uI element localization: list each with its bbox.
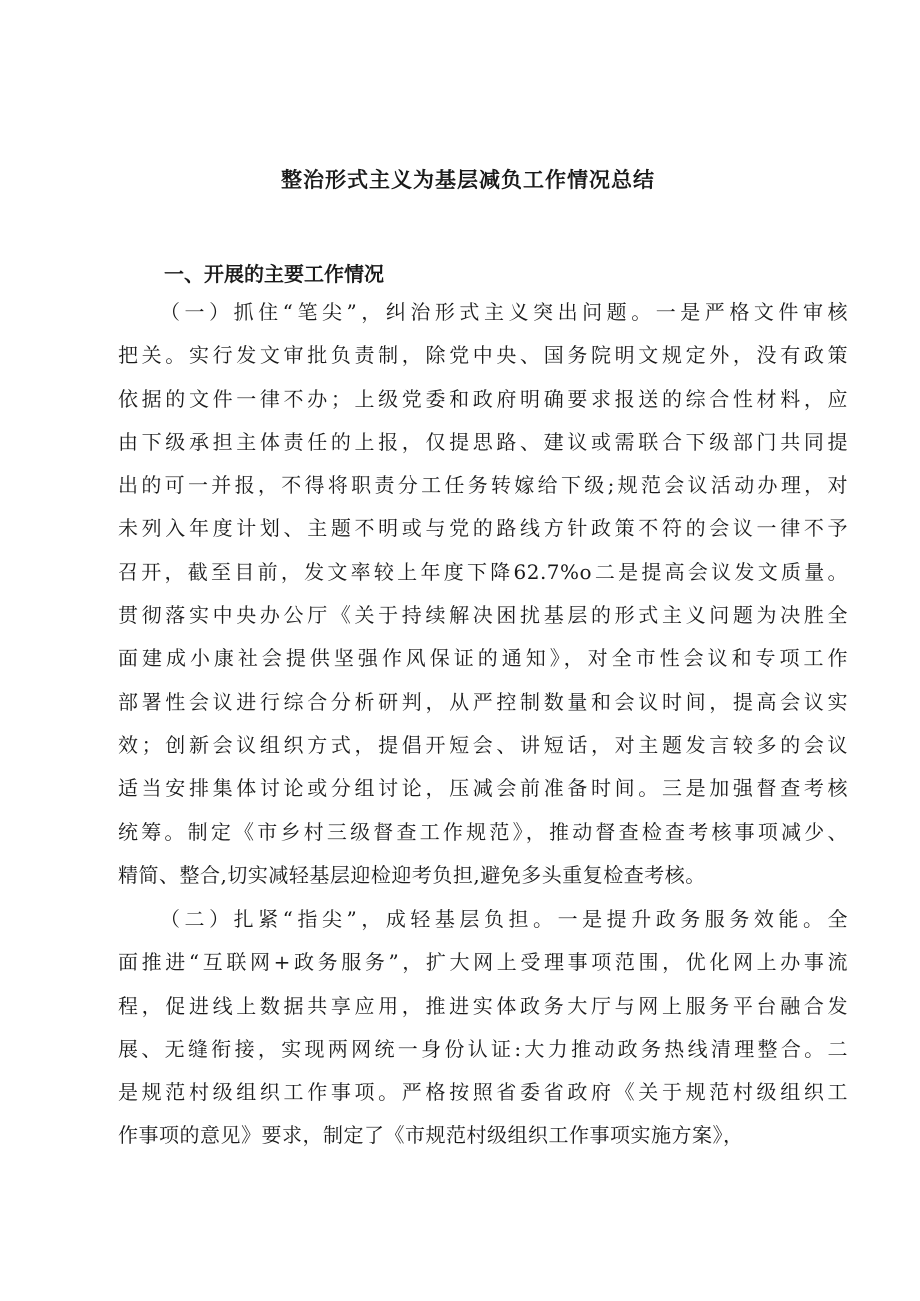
paragraph-line: 面建成小康社会提供坚强作风保证的通知》，对全市性会议和专项工作 — [118, 646, 848, 671]
paragraph-line: 面推进“互联网+政务服务”，扩大网上受理事项范围，优化网上办事流 — [118, 950, 848, 975]
paragraph-line: 作事项的意见》要求，制定了《市规范村级组织工作事项实施方案》， — [118, 1123, 744, 1148]
paragraph-line: 把关。实行发文审批负责制，除党中央、国务院明文规定外，没有政策 — [118, 343, 848, 368]
paragraph-line: 是规范村级组织工作事项。严格按照省委省政府《关于规范村级组织工 — [118, 1080, 848, 1105]
paragraph-line: 效；创新会议组织方式，提倡开短会、讲短话，对主题发言较多的会议 — [118, 732, 848, 757]
section-heading: 一、开展的主要工作情况 — [164, 262, 384, 286]
paragraph-line: 统筹。制定《市乡村三级督查工作规范》，推动督查检查考核事项减少、 — [118, 819, 848, 844]
paragraph-line: 由下级承担主体责任的上报，仅提思路、建议或需联合下级部门共同提 — [118, 429, 848, 454]
paragraph-line: 出的可一并报，不得将职责分工任务转嫁给下级;规范会议活动办理，对 — [118, 473, 848, 498]
paragraph-line: 展、无缝衔接，实现两网统一身份认证:大力推动政务热线清理整合。二 — [118, 1036, 848, 1061]
paragraph-line: 精简、整合,切实减轻基层迎检迎考负担,避免多头重复检查考核。 — [118, 862, 706, 887]
paragraph-line: （一）抓住“笔尖”，纠治形式主义突出问题。一是严格文件审核 — [160, 300, 848, 324]
paragraph-line: 部署性会议进行综合分析研判，从严控制数量和会议时间，提高会议实 — [118, 689, 848, 714]
paragraph-line: 依据的文件一律不办；上级党委和政府明确要求报送的综合性材料，应 — [118, 386, 848, 411]
paragraph-line: （二）扎紧“指尖”，成轻基层负担。一是提升政务服务效能。全 — [160, 907, 848, 931]
document-title: 整治形式主义为基层减负工作情况总结 — [281, 168, 655, 192]
paragraph-line: 贯彻落实中央办公厅《关于持续解决困扰基层的形式主义问题为决胜全 — [118, 603, 848, 628]
paragraph-line: 适当安排集体讨论或分组讨论，压减会前准备时间。三是加强督查考核 — [118, 776, 848, 801]
paragraph-two — [118, 898, 848, 1158]
paragraph-line: 程，促进线上数据共享应用，推进实体政务大厅与网上服务平台融合发 — [118, 993, 848, 1018]
paragraph-one — [118, 291, 848, 897]
paragraph-line: 召开，截至目前，发文率较上年度下降62.7%o二是提高会议发文质量。 — [118, 559, 848, 584]
paragraph-line: 未列入年度计划、主题不明或与党的路线方针政策不符的会议一律不予 — [118, 516, 848, 541]
